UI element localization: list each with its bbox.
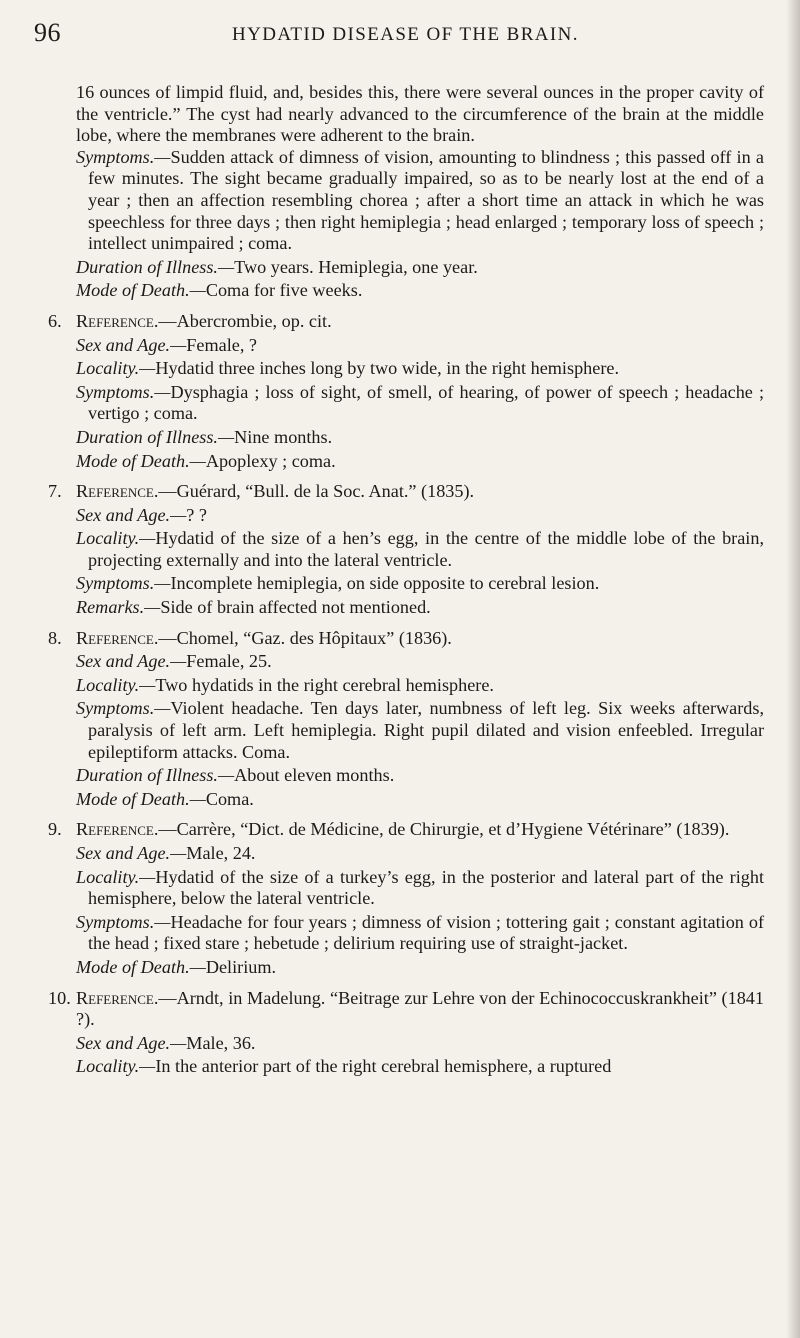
reference-label: Reference. [76,481,159,502]
page-edge-shadow [786,0,800,1338]
reference-line [48,628,764,650]
reference-line [48,311,764,333]
field-text: About eleven months. [234,765,395,786]
field-label: Locality.— [76,1056,156,1077]
reference-label: Reference. [76,310,159,331]
field-text: Two years. Hemiplegia, one year. [234,256,478,277]
field-label: Symptoms.— [76,146,171,167]
field-sex-age [48,843,764,865]
field-text: Side of brain affected not mentioned. [160,597,431,618]
field-remarks [48,597,764,619]
reference-line [48,481,764,503]
case-entry-8 [48,628,764,811]
case-entry-6 [48,311,764,472]
field-mode-of-death [48,789,764,811]
field-mode-of-death [48,451,764,473]
field-label: Mode of Death.— [76,280,206,301]
field-label: Locality.— [76,674,156,695]
field-label: Mode of Death.— [76,956,206,977]
field-label: Duration of Illness.— [76,426,235,447]
field-text: Nine months. [234,426,333,447]
running-title: HYDATID DISEASE OF THE BRAIN. [232,24,579,45]
page-number: 96 [34,18,61,47]
field-label: Sex and Age.— [76,334,187,355]
field-text: Dysphagia ; loss of sight, of smell, of hearing, of power of speech ; headache ; vertigo ; coma. [88,381,764,424]
field-text: Hydatid of the size of a hen’s egg, in the centre of the middle lobe of the brain, projecting externally and into the lateral ventricle. [88,528,764,570]
entry-number: 9. [48,819,62,840]
field-label: Sex and Age.— [76,651,187,672]
reference-text: —Chomel, “Gaz. des Hôpitaux” (1836). [158,627,452,648]
field-symptoms [48,382,764,425]
field-locality [48,358,764,380]
field-text: Female, 25. [186,651,272,672]
case-entry-7 [48,481,764,619]
field-label: Duration of Illness.— [76,256,235,277]
reference-text: —Arndt, in Madelung. “Beitrage zur Lehre von der Echinococcuskrankheit” (1841 ?). [76,987,764,1030]
entry-number: 7. [48,481,62,502]
field-text: Coma. [205,788,254,809]
field-sex-age [48,335,764,357]
field-sex-age [48,651,764,673]
field-text: Headache for four years ; dimness of vision ; tottering gait ; constant agitation of the head ; fixed stare ; hebetude ; delirium requiring use of straight-jacket. [88,911,764,954]
field-label: Locality.— [76,866,156,887]
field-text: Delirium. [205,956,277,977]
field-label: Symptoms.— [76,573,171,594]
case-entry-10 [48,988,764,1078]
field-symptoms [48,573,764,595]
field-label: Sex and Age.— [76,843,187,863]
field-duration [48,257,764,279]
field-text: Male, 24. [186,843,256,863]
field-symptoms [48,147,764,255]
field-label: Sex and Age.— [76,504,187,525]
field-symptoms [48,912,764,955]
field-text: Incomplete hemiplegia, on side opposite to cerebral lesion. [170,573,600,594]
field-label: Remarks.— [76,597,161,618]
reference-text: —Carrère, “Dict. de Médicine, de Chirurgie, et d’Hygiene Vétérinare” (1839). [158,819,730,840]
field-label: Duration of Illness.— [76,765,235,786]
field-label: Locality.— [76,528,156,549]
field-text: Violent headache. Ten days later, numbness of left leg. Six weeks afterwards, paralysis of left arm. Left hemiplegia. Right pupil dilated and vision enfeebled. Irregular epileptiform attacks. Coma. [88,698,764,762]
reference-label: Reference. [76,987,159,1008]
field-label: Locality.— [76,358,156,379]
continued-entry [48,82,764,302]
field-mode-of-death [48,280,764,302]
field-text: Hydatid three inches long by two wide, in the right hemisphere. [155,358,620,379]
field-text: Two hydatids in the right cerebral hemisphere. [155,674,494,695]
field-label: Symptoms.— [76,381,171,402]
field-duration [48,765,764,787]
field-text: Apoplexy ; coma. [205,450,336,471]
entry-number: 8. [48,627,62,648]
field-label: Mode of Death.— [76,450,206,471]
field-sex-age [48,1033,764,1055]
continued-paragraph: 16 ounces of limpid fluid, and, besides this, there were several ounces in the proper cavity of the ventricle.” The cyst had nearly advanced to the circumference of the brain at the middle lobe, where the membranes were adherent to the brain. [76,82,764,146]
entry-number: 6. [48,310,62,331]
field-locality [48,867,764,910]
field-text: Hydatid of the size of a turkey’s egg, in the posterior and lateral part of the right hemisphere, below the lateral ventricle. [88,866,764,909]
reference-label: Reference. [76,627,159,648]
field-sex-age [48,505,764,527]
reference-line [48,819,764,841]
reference-text: —Guérard, “Bull. de la Soc. Anat.” (1835). [158,481,475,502]
field-mode-of-death [48,957,764,979]
field-label: Sex and Age.— [76,1032,187,1053]
case-entry-9 [48,819,764,978]
field-locality [48,675,764,697]
reference-line [48,988,764,1031]
field-text: In the anterior part of the right cerebral hemisphere, a ruptured [155,1056,612,1077]
field-label: Symptoms.— [76,698,171,719]
field-locality [48,528,764,571]
page-body [48,82,764,1078]
field-text: Sudden attack of dimness of vision, amounting to blindness ; this passed off in a few minutes. The sight became gradually impaired, so as to be nearly lost at the end of a year ; then an affection resembling chorea ; after a short time an attack in which he was speechless for three days ; then right hemiplegia ; head enlarged ; temporary loss of speech ; intellect unimpaired ; coma. [88,146,764,254]
field-text: Coma for five weeks. [205,280,363,301]
field-symptoms [48,698,764,763]
field-text: Female, ? [186,334,257,355]
field-label: Symptoms.— [76,911,171,932]
field-label: Mode of Death.— [76,788,206,809]
entry-number: 10. [48,987,71,1008]
field-text: Male, 36. [186,1032,256,1053]
reference-label: Reference. [76,819,159,840]
field-locality [48,1056,764,1078]
field-text: ? ? [186,504,207,525]
field-duration [48,427,764,449]
reference-text: —Abercrombie, op. cit. [158,310,332,331]
